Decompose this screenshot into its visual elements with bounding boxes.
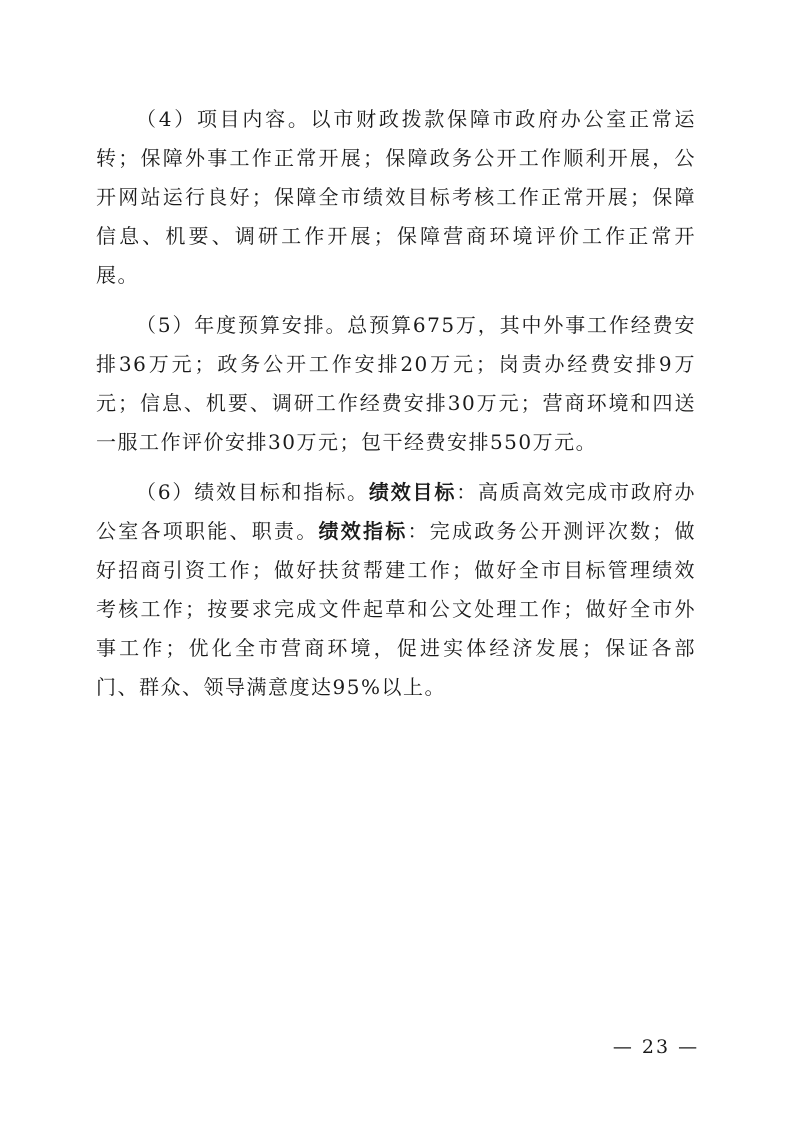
- paragraph-performance-goals: [96, 473, 696, 707]
- performance-indicator-label: 绩效指标: [318, 519, 408, 543]
- paragraph-project-content: （4）项目内容。以市财政拨款保障市政府办公室正常运转；保障外事工作正常开展；保障政务公开工作顺利开展，公开网站运行良好；保障全市绩效目标考核工作正常开展；保障信息、机要、调研工作开展；保障营商环境评价工作正常开展。: [96, 107, 696, 287]
- performance-goal-text: ：高质高效完成市政府办公室各项职能、职责。: [96, 480, 697, 543]
- page-number: — 23 —: [612, 1036, 700, 1058]
- document-body: [96, 100, 696, 718]
- paragraph-annual-budget: （5）年度预算安排。总预算675万，其中外事工作经费安排36万元；政务公开工作安排20万元；岗责办经费安排9万元；信息、机要、调研工作经费安排30万元；营商环境和四送一服工作评价安排30万元；包干经费安排550万元。: [96, 313, 696, 454]
- performance-goal-label: 绩效目标: [368, 480, 457, 504]
- performance-intro: （6）绩效目标和指标。: [136, 480, 369, 504]
- performance-indicator-text: ：完成政务公开测评次数；做好招商引资工作；做好扶贫帮建工作；做好全市目标管理绩效考核工作；按要求完成文件起草和公文处理工作；做好全市外事工作；优化全市营商环境，促进实体经济发展；保证各部门、群众、领导满意度达95%以上。: [96, 519, 696, 699]
